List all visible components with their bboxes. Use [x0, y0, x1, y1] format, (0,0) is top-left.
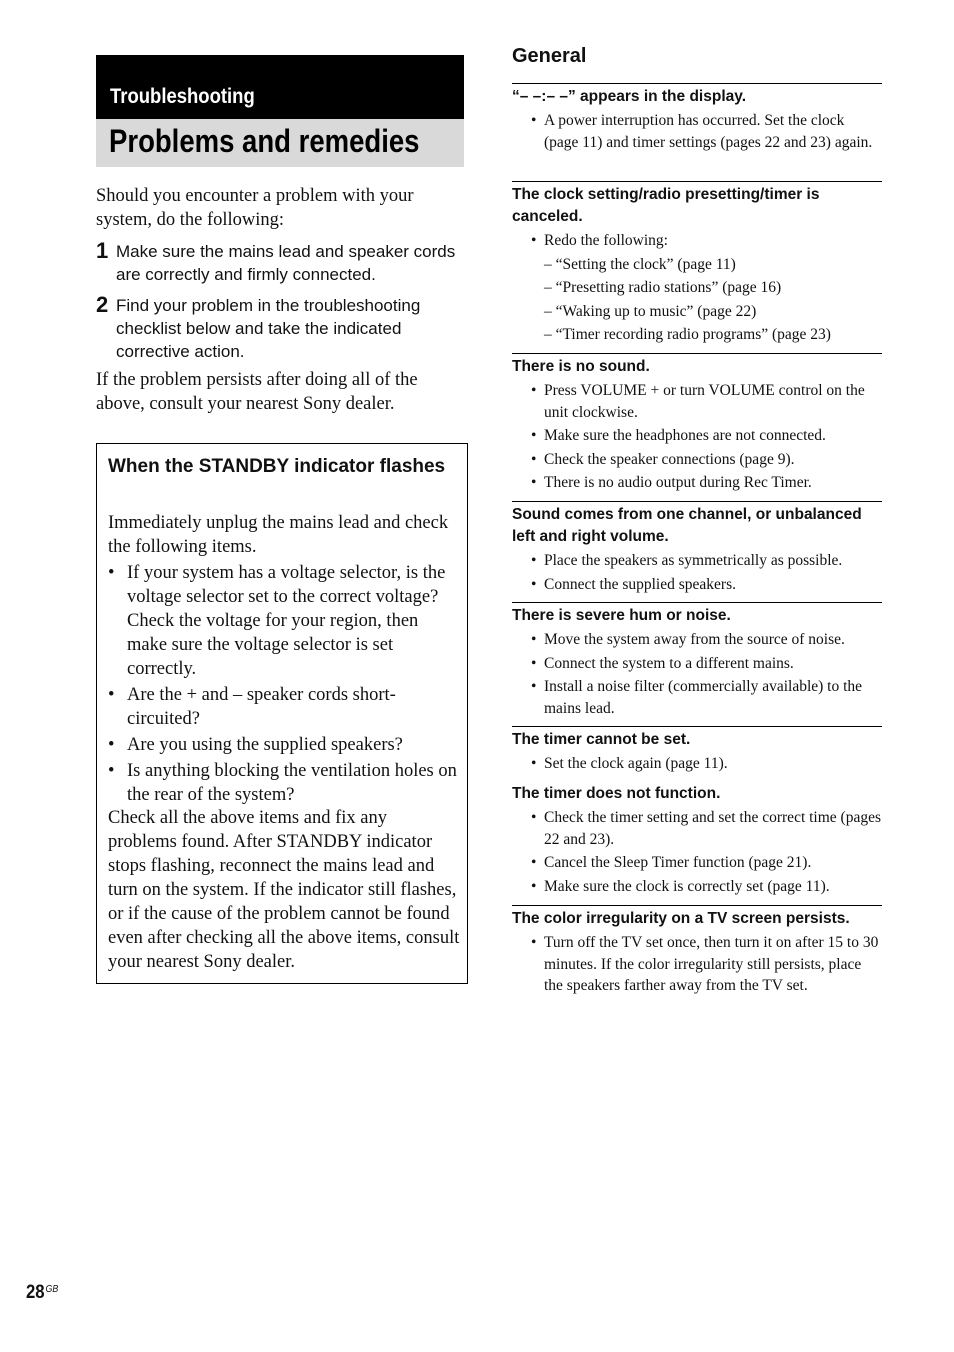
trouble-section-display	[512, 83, 882, 155]
list-item: • Place the speakers as symmetrically as possible.	[512, 550, 882, 572]
list-item: • Install a noise filter (commercially available) to the mains lead.	[512, 676, 882, 719]
list-item: • Check the timer setting and set the correct time (pages 22 and 23).	[512, 807, 882, 850]
standby-outro: Check all the above items and fix any problems found. After STANDBY indicator stops flashing, reconnect the mains lead and turn on the system. If the indicator still flashes, or if the cause of the problem cannot be found even after checking all the above items, consult your nearest Sony dealer.	[108, 808, 460, 972]
standby-checklist	[108, 561, 458, 809]
sub-list-item: – “Timer recording radio programs” (page 23)	[544, 326, 831, 343]
remedy-list	[512, 550, 882, 595]
trouble-section-no-sound	[512, 353, 882, 496]
trouble-section-timer-function	[512, 781, 882, 899]
step-text: Make sure the mains lead and speaker cords are correctly and firmly connected.	[116, 242, 456, 284]
general-heading: General	[512, 45, 587, 67]
remedy-list	[512, 629, 882, 719]
list-item: • Redo the following:	[512, 230, 882, 252]
remedy-list	[512, 932, 882, 997]
list-item: • Make sure the headphones are not connected.	[512, 425, 882, 447]
section-title: “– –:– –” appears in the display.	[512, 88, 747, 105]
remedy-list	[512, 380, 882, 494]
list-item: • Check the speaker connections (page 9).	[512, 449, 882, 471]
list-item: • Move the system away from the source of noise.	[512, 629, 882, 651]
remedy-list	[512, 230, 882, 346]
page-number	[26, 1282, 58, 1304]
list-item: • Connect the supplied speakers.	[512, 574, 882, 596]
list-item: • Is anything blocking the ventilation holes on the rear of the system?	[108, 759, 458, 807]
intro-paragraph: Should you encounter a problem with your system, do the following:	[96, 186, 414, 230]
sub-list-item: – “Presetting radio stations” (page 16)	[544, 279, 782, 296]
list-item: • If your system has a voltage selector, is the voltage selector set to the correct voltage? Check the voltage for your region, then make sure the voltage selector is set correctly.	[108, 561, 458, 681]
step-number: 1	[96, 238, 109, 263]
list-item: • Press VOLUME + or turn VOLUME control on the unit clockwise.	[512, 380, 882, 423]
remedy-list	[512, 753, 882, 775]
remedy-list	[512, 110, 882, 153]
sub-list-item: – “Waking up to music” (page 22)	[544, 302, 757, 320]
section-title: The clock setting/radio presetting/timer is canceled.	[512, 186, 820, 225]
list-item: • Connect the system to a different mains.	[512, 653, 882, 675]
list-item: • Turn off the TV set once, then turn it on after 15 to 30 minutes. If the color irregularity still persists, place the speakers farther away from the TV set.	[512, 932, 882, 997]
list-item: • There is no audio output during Rec Timer.	[512, 472, 882, 494]
section-title: The timer cannot be set.	[512, 731, 691, 748]
page-number-suffix: GB	[45, 1284, 59, 1295]
trouble-section-clock	[512, 181, 882, 348]
title-banner	[96, 119, 464, 167]
list-item: • A power interruption has occurred. Set the clock (page 11) and timer settings (pages 22 and 23) again.	[512, 110, 882, 153]
list-item: • Are you using the supplied speakers?	[108, 733, 458, 757]
section-banner	[96, 55, 464, 119]
page-title: Problems and remedies	[109, 123, 420, 159]
section-title: There is severe hum or noise.	[512, 607, 731, 624]
remedy-list	[512, 807, 882, 897]
section-title: The color irregularity on a TV screen persists.	[512, 910, 850, 927]
section-label: Troubleshooting	[110, 85, 255, 108]
trouble-section-tv-color	[512, 905, 882, 999]
step-text: Find your problem in the troubleshooting checklist below and take the indicated corrective action.	[116, 296, 421, 361]
standby-info-box	[96, 443, 468, 984]
page-number-value: 28	[26, 1282, 45, 1303]
trouble-section-timer-set	[512, 726, 882, 777]
section-title: The timer does not function.	[512, 785, 721, 802]
list-item: • Make sure the clock is correctly set (page 11).	[512, 876, 882, 898]
outro-paragraph: If the problem persists after doing all of the above, consult your nearest Sony dealer.	[96, 370, 418, 414]
trouble-section-one-channel	[512, 501, 882, 597]
standby-heading: When the STANDBY indicator flashes	[108, 456, 446, 477]
section-title: Sound comes from one channel, or unbalanced left and right volume.	[512, 506, 862, 545]
standby-intro: Immediately unplug the mains lead and check the following items.	[108, 513, 449, 557]
section-title: There is no sound.	[512, 358, 650, 375]
list-item: • Are the + and – speaker cords short-circuited?	[108, 683, 458, 731]
step-number: 2	[96, 292, 109, 317]
sub-list-item: – “Setting the clock” (page 11)	[544, 255, 736, 273]
trouble-section-hum-noise	[512, 602, 882, 721]
list-item: • Set the clock again (page 11).	[512, 753, 882, 775]
list-item: • Cancel the Sleep Timer function (page 21).	[512, 852, 882, 874]
